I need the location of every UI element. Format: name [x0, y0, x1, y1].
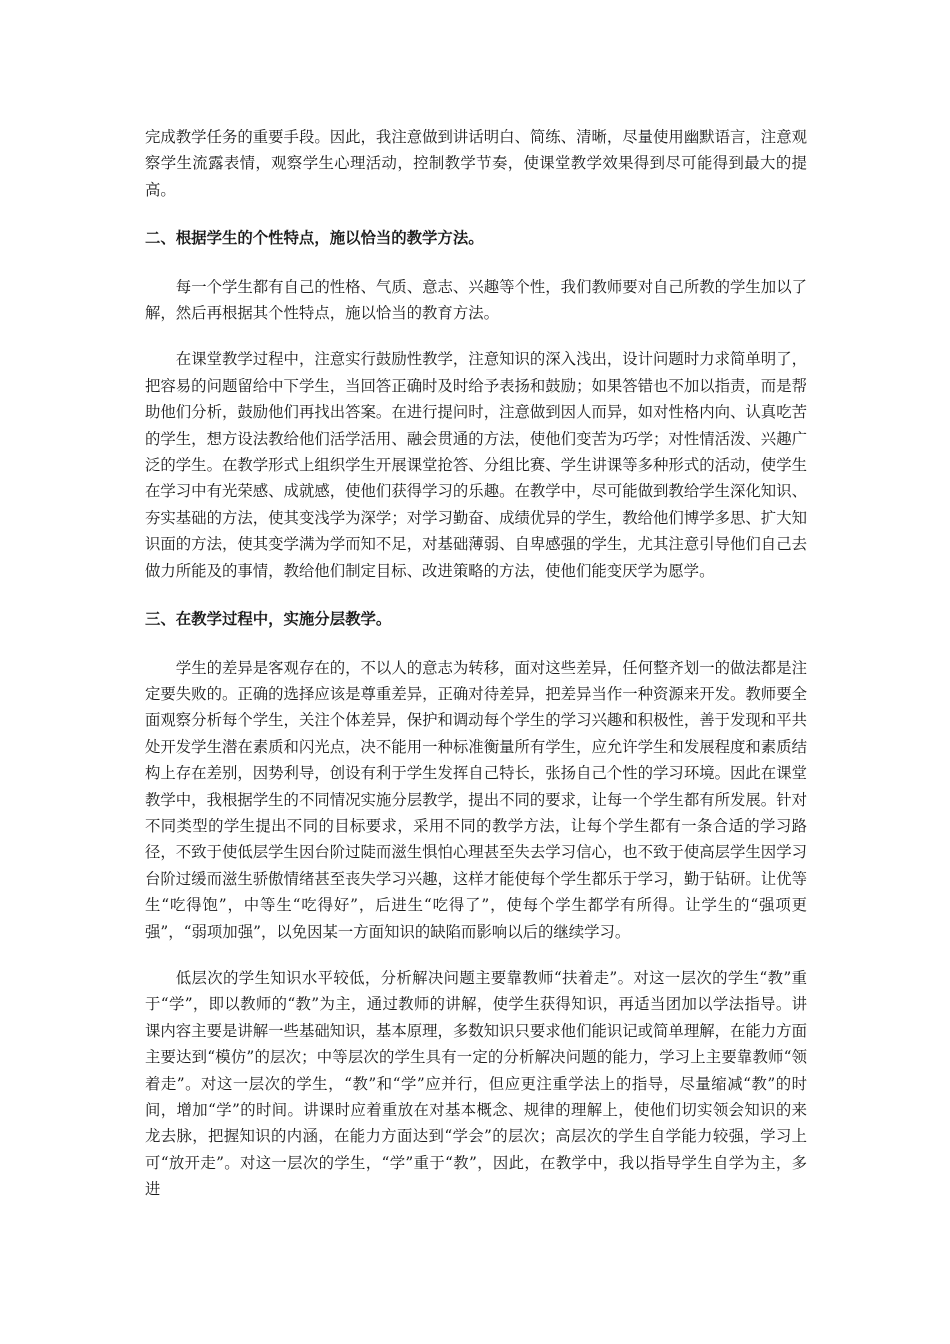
paragraph-3a: 学生的差异是客观存在的，不以人的意志为转移，面对这些差异，任何整齐划一的做法都是注定要失败的。正确的选择应该是尊重差异，正确对待差异，把差异当作一种资源来开发。教师要全面观察分析每个学生，关注个体差异，保护和调动每个学生的学习兴趣和积极性，善于发现和平共处开发学生潜在素质和闪光点，决不能用一种标准衡量所有学生，应允许学生和发展程度和素质结构上存在差别，因势利导，创设有利于学生发挥自己特长，张扬自己个性的学习环境。因此在课堂教学中，我根据学生的不同情况实施分层教学，提出不同的要求，让每一个学生都有所发展。针对不同类型的学生提出不同的目标要求，采用不同的教学方法，让每个学生都有一条合适的学习路径，不致于使低层学生因台阶过陡而滋生惧怕心理甚至失去学习信心，也不致于使高层学生因学习台阶过缓而滋生骄傲情绪甚至丧失学习兴趣，这样才能使每个学生都乐于学习，勤于钻研。让优等生“吃得饱”，中等生“吃得好”，后进生“吃得了”，使每个学生都学有所得。让学生的“强项更强”，“弱项加强”，以免因某一方面知识的缺陷而影响以后的继续学习。: [145, 658, 807, 941]
section-heading-3: 三、在教学过程中，实施分层教学。: [145, 610, 392, 629]
document-body: [145, 124, 807, 1203]
paragraph-2b: 在课堂教学过程中，注意实行鼓励性教学，注意知识的深入浅出，设计问题时力求简单明了，把容易的问题留给中下学生，当回答正确时及时给予表扬和鼓励；如果答错也不加以指责，而是帮助他们分析，鼓励他们再找出答案。在进行提问时，注意做到因人而异，如对性格内向、认真吃苦的学生，想方设法教给他们活学活用、融会贯通的方法，使他们变苦为巧学；对性情活泼、兴趣广泛的学生。在教学形式上组织学生开展课堂抢答、分组比赛、学生讲课等多种形式的活动，使学生在学习中有光荣感、成就感，使他们获得学习的乐趣。在教学中，尽可能做到教给学生深化知识、夯实基础的方法，使其变浅学为深学；对学习勤奋、成绩优异的学生，教给他们博学多思、扩大知识面的方法，使其变学满为学而知不足，对基础薄弱、自卑感强的学生，尤其注意引导他们自己去做力所能及的事情，教给他们制定目标、改进策略的方法，使他们能变厌学为愿学。: [145, 350, 807, 580]
paragraph-2a: 每一个学生都有自己的性格、气质、意志、兴趣等个性，我们教师要对自己所教的学生加以了解，然后再根据其个性特点，施以恰当的教育方法。: [145, 277, 807, 323]
paragraph-3b: 低层次的学生知识水平较低，分析解决问题主要靠教师“扶着走”。对这一层次的学生“教”重于“学”，即以教师的“教”为主，通过教师的讲解，使学生获得知识，再适当团加以学法指导。讲课内容主要是讲解一些基础知识，基本原理，多数知识只要求他们能识记或简单理解，在能力方面主要达到“模仿”的层次；中等层次的学生具有一定的分析解决问题的能力，学习上主要靠教师“领着走”。对这一层次的学生，“教”和“学”应并行，但应更注重学法上的指导，尽量缩减“教”的时间，增加“学”的时间。讲课时应着重放在对基本概念、规律的理解上，使他们切实领会知识的来龙去脉，把握知识的内涵，在能力方面达到“学会”的层次；高层次的学生自学能力较强，学习上可“放开走”。对这一层次的学生，“学”重于“教”，因此，在教学中，我以指导学生自学为主，多进: [145, 968, 807, 1199]
section-heading-2: 二、根据学生的个性特点，施以恰当的教学方法。: [145, 229, 484, 248]
paragraph-intro: 完成教学任务的重要手段。因此，我注意做到讲话明白、简练、清晰，尽量使用幽默语言，注意观察学生流露表情，观察学生心理活动，控制教学节奏，使课堂教学效果得到尽可能得到最大的提高。: [145, 128, 807, 199]
